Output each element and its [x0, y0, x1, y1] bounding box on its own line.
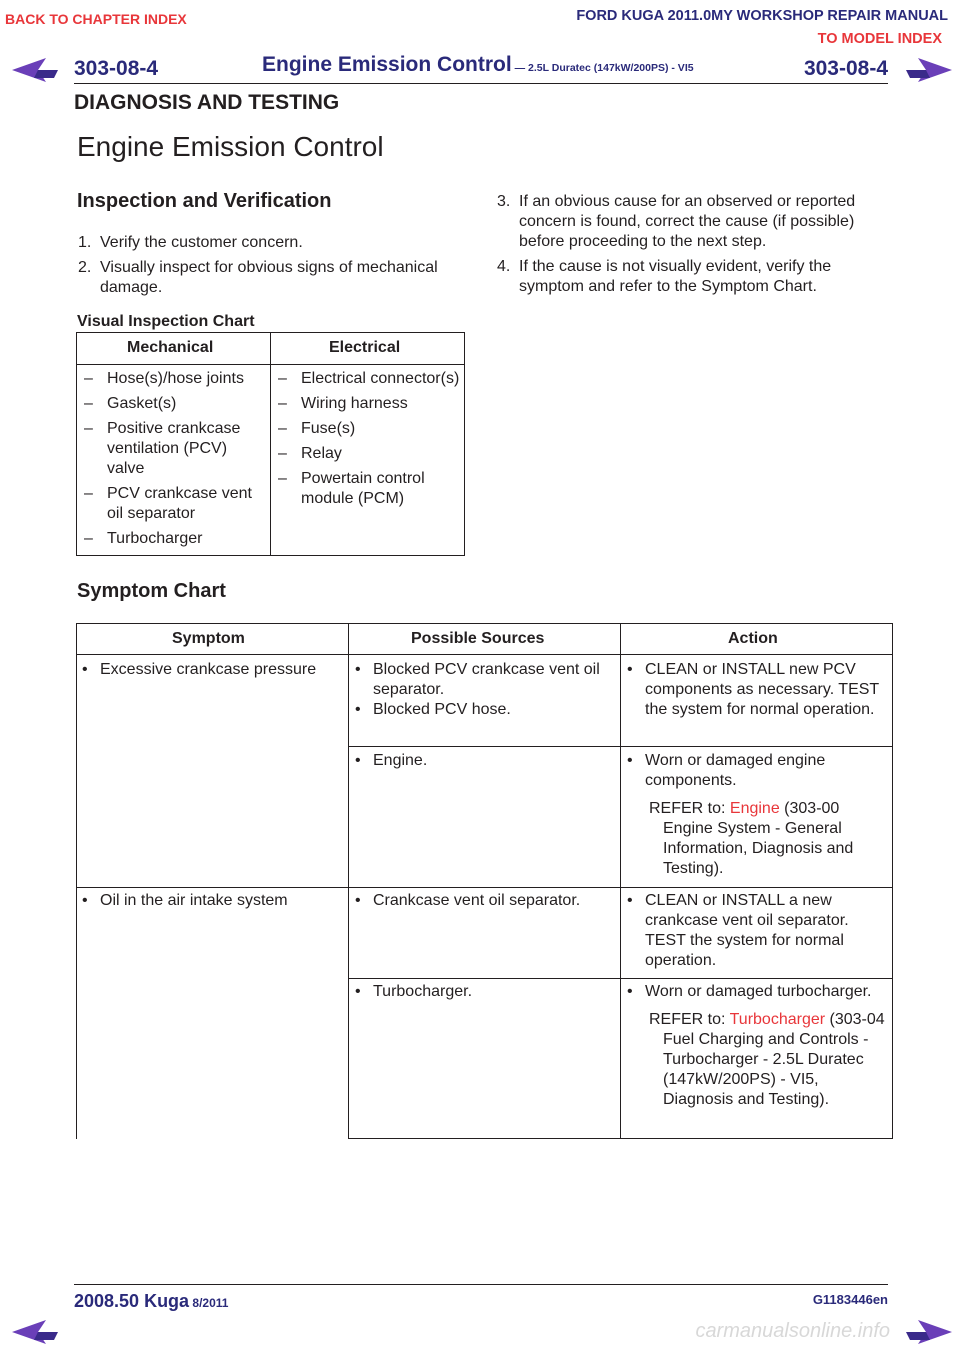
col-possible-sources: Possible Sources: [411, 630, 545, 647]
inspection-heading: Inspection and Verification: [77, 190, 332, 212]
inspection-steps-right: [497, 192, 889, 302]
list-item: – Turbocharger: [84, 530, 203, 547]
col-action: Action: [728, 630, 778, 647]
col-symptom: Symptom: [172, 630, 245, 647]
sources-row-2a: • Crankcase vent oil separator.: [355, 892, 581, 909]
symptom-table: [76, 623, 893, 1139]
col-mechanical: Mechanical: [127, 339, 214, 356]
next-page-bottom-arrow-icon[interactable]: [904, 1318, 954, 1346]
visual-inspection-caption: Visual Inspection Chart: [77, 313, 255, 330]
step-2: 2. Visually inspect for obvious signs of mechanical damage.: [78, 259, 438, 296]
page-code-left: 303-08-4: [74, 57, 159, 80]
watermark: carmanualsonline.info: [695, 1320, 890, 1342]
to-model-index-link[interactable]: TO MODEL INDEX: [817, 31, 942, 47]
step-4: 4. If the cause is not visually evident, verify the symptom and refer to the Symptom Chart.: [497, 258, 832, 295]
list-item: – Gasket(s): [84, 395, 177, 412]
list-item: – Wiring harness: [278, 395, 408, 412]
electrical-list: [271, 369, 461, 514]
sources-row-1b: • Engine.: [355, 752, 428, 769]
header-title-main: Engine Emission Control: [262, 53, 512, 76]
step-1: 1. Verify the customer concern.: [78, 234, 303, 251]
list-item: – Hose(s)/hose joints: [84, 370, 244, 387]
manual-title: FORD KUGA 2011.0MY WORKSHOP REPAIR MANUAL: [576, 8, 948, 24]
list-item: – PCV crankcase vent oil separator: [84, 485, 252, 522]
turbocharger-link[interactable]: Turbocharger: [729, 1011, 826, 1028]
header-title: [262, 53, 694, 77]
step-3: 3. If an obvious cause for an observed or reported concern is found, correct the cause (if possible) before proceeding to the next step.: [497, 193, 856, 250]
list-item: – Positive crankcase ventilation (PCV) valve: [84, 420, 241, 477]
previous-page-arrow-icon[interactable]: [10, 56, 60, 84]
footer-rule: [74, 1284, 888, 1285]
symptom-excessive-crankcase-pressure: • Excessive crankcase pressure: [82, 661, 317, 678]
section-title: DIAGNOSIS AND TESTING: [74, 91, 340, 114]
page-title: Engine Emission Control: [77, 131, 384, 162]
page-code-right: 303-08-4: [803, 57, 888, 80]
list-item: – Fuse(s): [278, 420, 356, 437]
next-page-arrow-icon[interactable]: [904, 56, 954, 84]
header-rule: [74, 83, 888, 84]
back-to-chapter-index-link[interactable]: BACK TO CHAPTER INDEX: [5, 11, 187, 27]
visual-inspection-table: [76, 332, 465, 556]
mechanical-list: [77, 369, 267, 554]
sources-row-2b: • Turbocharger.: [355, 983, 473, 1000]
previous-page-bottom-arrow-icon[interactable]: [10, 1318, 60, 1346]
document-id: G1183446en: [812, 1292, 888, 1307]
symptom-chart-heading: Symptom Chart: [77, 580, 226, 602]
list-item: – Electrical connector(s): [278, 370, 460, 387]
inspection-steps-left: [78, 233, 468, 303]
symptom-oil-in-air-intake: • Oil in the air intake system: [82, 892, 288, 909]
list-item: – Powertain control module (PCM): [278, 470, 425, 507]
refer-turbocharger: REFER to: Turbocharger (303-04 Fuel Charging and Controls - Turbocharger - 2.5L Duratec (147kW/200PS) - VI5, Diagnosis and Testing).: [649, 1011, 885, 1108]
col-electrical: Electrical: [329, 339, 401, 356]
list-item: – Relay: [278, 445, 342, 462]
action-row-1a: • CLEAN or INSTALL new PCV components as necessary. TEST the system for normal operation.: [627, 661, 879, 718]
footer-model: 2008.50 Kuga 8/2011: [74, 1291, 229, 1311]
action-row-1b: • Worn or damaged engine components. REFER to: Engine (303-00 Engine System - General Information, Diagnosis and Testing).: [621, 751, 891, 879]
header-title-sub: — 2.5L Duratec (147kW/200PS) - VI5: [511, 62, 694, 74]
action-row-2b: • Worn or damaged turbocharger. REFER to: Turbocharger (303-04 Fuel Charging and Controls - Turbocharger - 2.5L Duratec (147kW/200PS) - VI5, Diagnosis and Testing).: [621, 982, 893, 1110]
refer-engine: REFER to: Engine (303-00 Engine System - General Information, Diagnosis and Testing).: [649, 800, 854, 877]
action-row-2a: • CLEAN or INSTALL a new crankcase vent oil separator. TEST the system for normal operation.: [627, 892, 849, 969]
engine-link[interactable]: Engine: [729, 800, 780, 817]
sources-row-1a: • Blocked PCV crankcase vent oil separator. • Blocked PCV hose.: [355, 661, 600, 718]
